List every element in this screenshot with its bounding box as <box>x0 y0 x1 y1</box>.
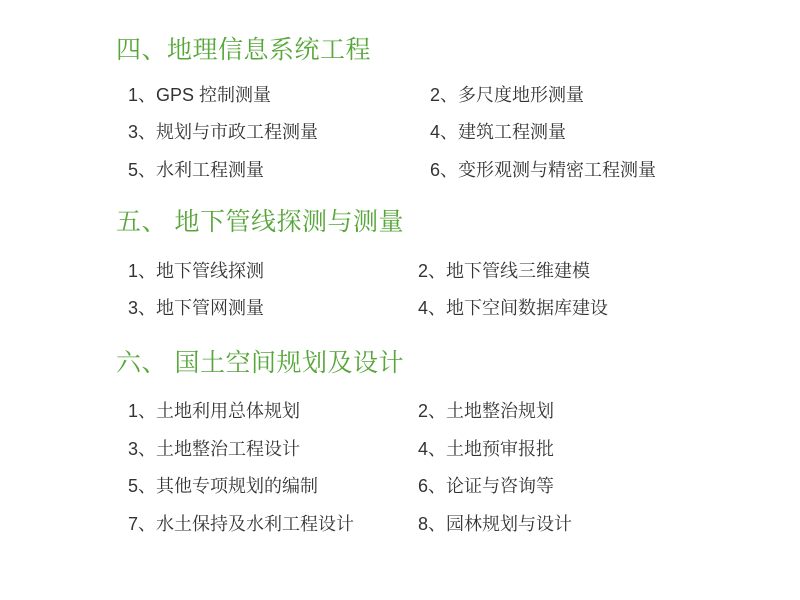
list-item: 3、地下管网测量 <box>128 298 265 318</box>
section-territorial-spatial-planning <box>40 345 760 541</box>
list-item: 1、土地利用总体规划 <box>128 401 301 421</box>
list-item: 7、水土保持及水利工程设计 <box>128 513 355 534</box>
list-item: 2、多尺度地形测量 <box>430 84 585 105</box>
list-item: 4、建筑工程测量 <box>430 122 567 142</box>
section-item-list <box>128 80 760 187</box>
section-title: 六、 国土空间规划及设计 <box>116 348 404 377</box>
list-item: 5、其他专项规划的编制 <box>128 476 319 496</box>
section-item-list <box>128 396 760 540</box>
list-item: 3、土地整治工程设计 <box>128 438 301 459</box>
list-item: 1、GPS 控制测量 <box>128 84 272 105</box>
list-item: 3、规划与市政工程测量 <box>128 122 319 142</box>
list-item: 2、地下管线三维建模 <box>418 260 591 281</box>
list-item: 1、地下管线探测 <box>128 260 265 281</box>
section-title: 五、 地下管线探测与测量 <box>116 208 404 236</box>
list-item: 6、论证与咨询等 <box>418 476 555 496</box>
list-item: 5、水利工程测量 <box>128 159 265 180</box>
section-item-list <box>128 256 760 325</box>
list-item: 8、园林规划与设计 <box>418 513 573 534</box>
section-geographic-information-system <box>40 32 760 186</box>
list-item: 4、地下空间数据库建设 <box>418 298 609 318</box>
list-item: 2、土地整治规划 <box>418 401 555 421</box>
section-title: 四、地理信息系统工程 <box>116 36 372 64</box>
section-underground-pipeline-survey <box>40 204 760 325</box>
list-item: 6、变形观测与精密工程测量 <box>430 159 657 180</box>
list-item: 4、土地预审报批 <box>418 438 555 459</box>
